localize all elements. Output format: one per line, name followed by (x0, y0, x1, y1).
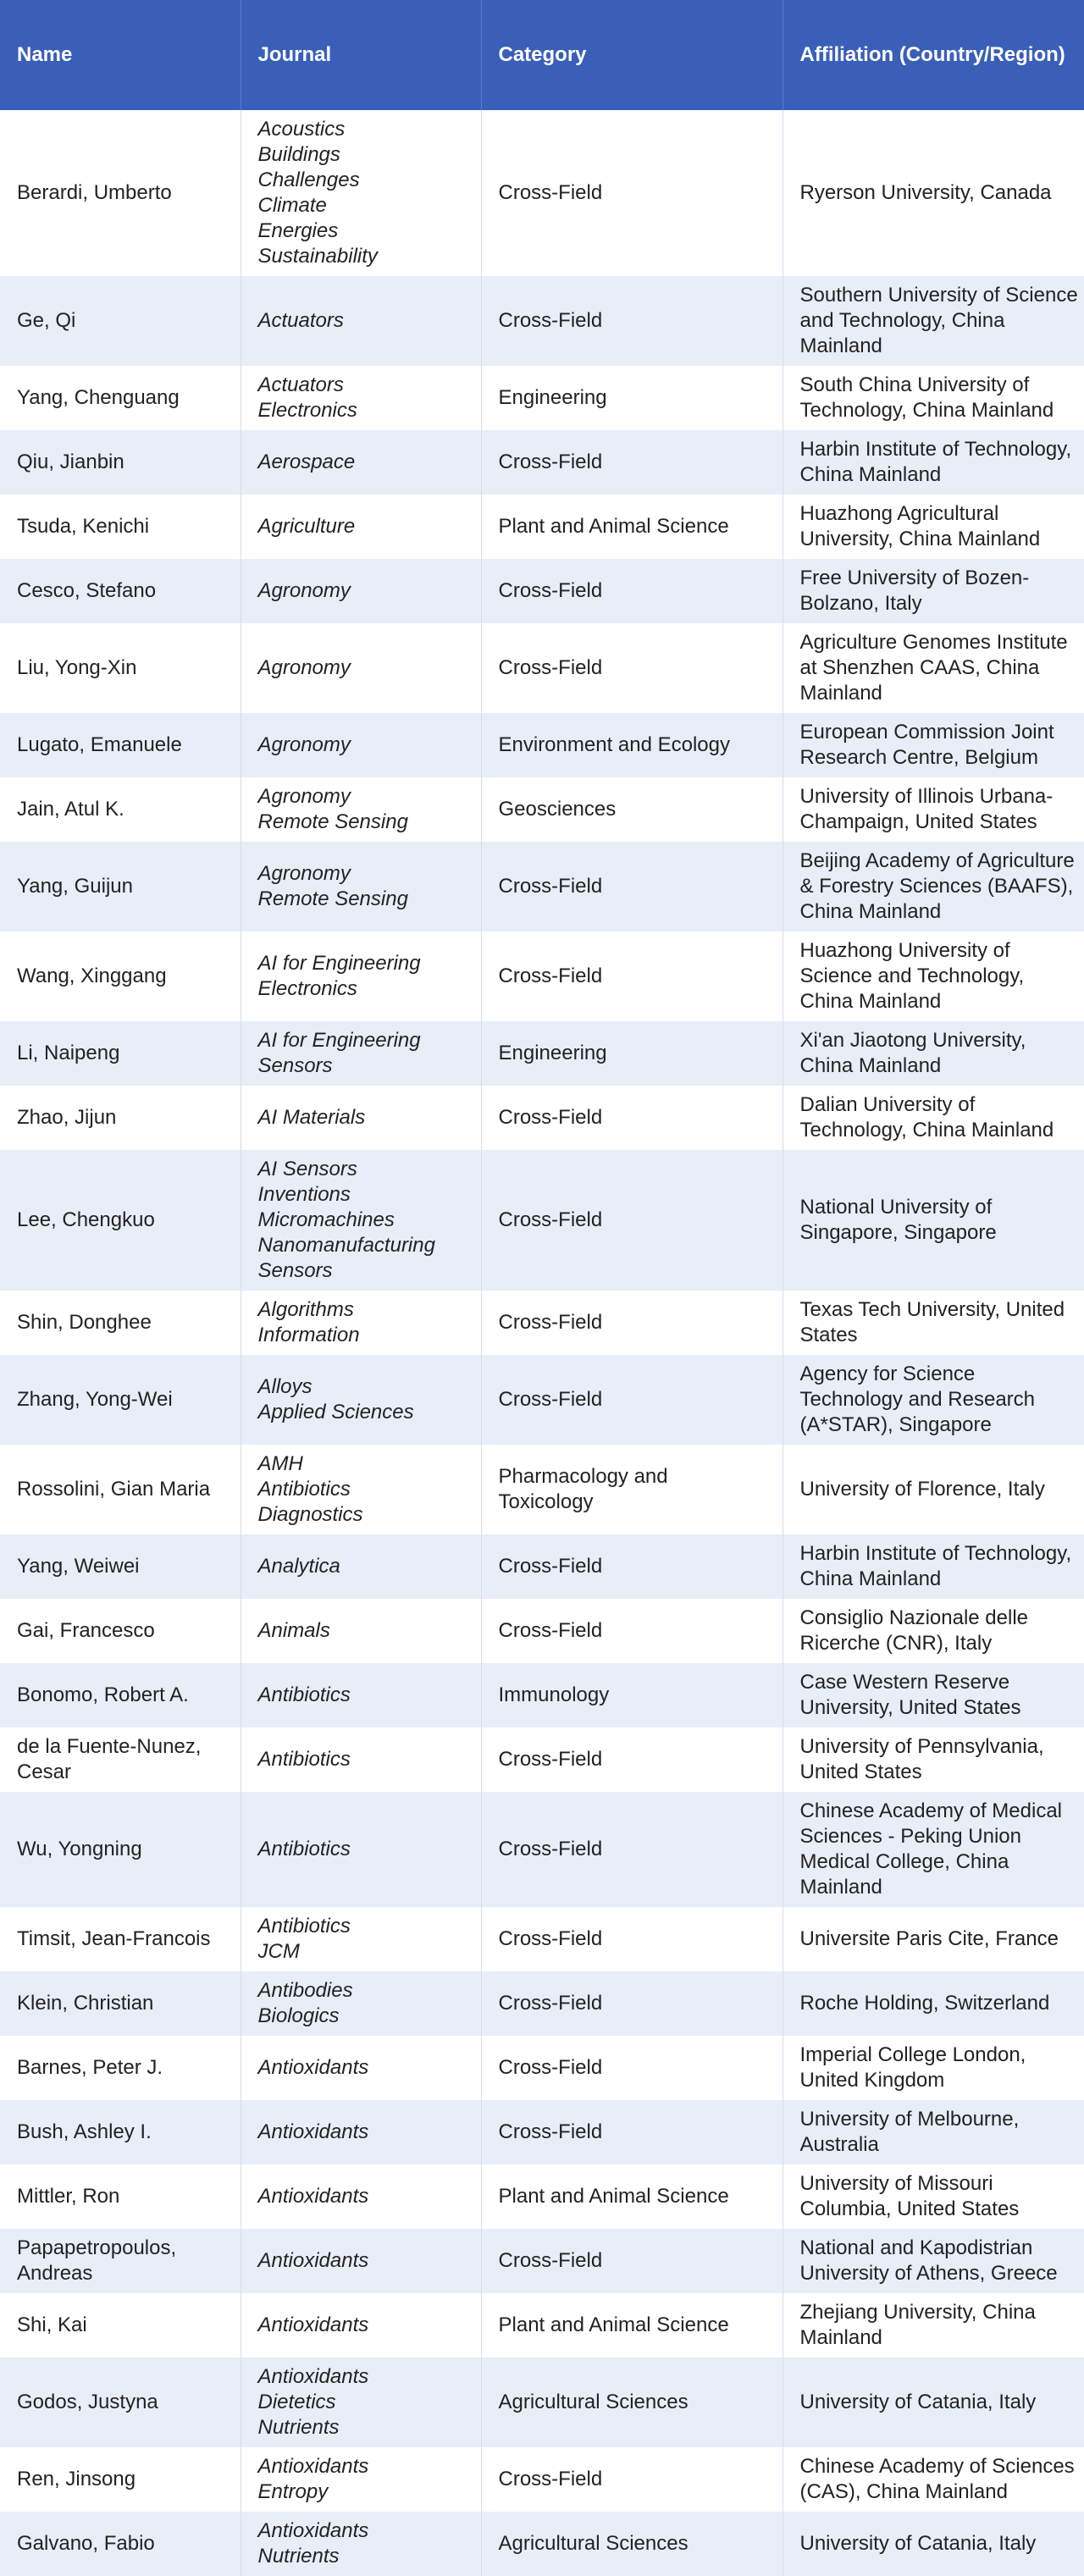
journal-name: Alloys (257, 1375, 312, 1398)
journal-name: Diagnostics (257, 1503, 363, 1526)
cell-affiliation: Harbin Institute of Technology, China Mainland (783, 1534, 1084, 1599)
journal-name: Antioxidants (257, 2120, 369, 2143)
table-row (0, 1355, 1084, 1445)
journal-name: Antioxidants (257, 2519, 369, 2542)
journal-name: Buildings (257, 143, 340, 166)
cell-category: Cross-Field (481, 1971, 783, 2036)
cell-affiliation: Xi'an Jiaotong University, China Mainland (783, 1021, 1084, 1086)
journal-name: Antioxidants (257, 2313, 369, 2336)
cell-journals (241, 842, 481, 931)
cell-journals (241, 1792, 481, 1907)
journal-name: AMH (257, 1452, 303, 1475)
table-row (0, 1971, 1084, 2036)
table-row (0, 1021, 1084, 1086)
cell-journals (241, 1086, 481, 1150)
journal-name: Remote Sensing (257, 887, 408, 910)
journal-name: Analytica (257, 1555, 340, 1578)
journal-name: Micromachines (257, 1208, 395, 1231)
cell-category: Cross-Field (481, 842, 783, 931)
cell-name: Yang, Chenguang (0, 366, 241, 430)
cell-affiliation: Roche Holding, Switzerland (783, 1971, 1084, 2036)
journal-name: AI for Engineering (257, 1029, 421, 1052)
cell-journals (241, 2229, 481, 2293)
table-row (0, 1792, 1084, 1907)
cell-affiliation: Dalian University of Technology, China Mainland (783, 1086, 1084, 1150)
cell-journals (241, 777, 481, 842)
cell-category: Cross-Field (481, 2447, 783, 2512)
cell-name: Bonomo, Robert A. (0, 1663, 241, 1727)
journal-name: Nanomanufacturing (257, 1234, 435, 1257)
cell-category: Geosciences (481, 777, 783, 842)
cell-name: Godos, Justyna (0, 2358, 241, 2447)
cell-affiliation: University of Missouri Columbia, United States (783, 2164, 1084, 2229)
table-row (0, 931, 1084, 1021)
cell-name: Bush, Ashley I. (0, 2100, 241, 2164)
cell-journals (241, 110, 481, 276)
cell-affiliation: Texas Tech University, United States (783, 1291, 1084, 1355)
table-row (0, 2293, 1084, 2358)
cell-category: Engineering (481, 366, 783, 430)
header-affiliation: Affiliation (Country/Region) (783, 0, 1084, 110)
cell-journals (241, 276, 481, 366)
journal-name: Sustainability (257, 245, 378, 268)
table-row (0, 110, 1084, 276)
journal-name: Actuators (257, 309, 344, 332)
cell-name: Gai, Francesco (0, 1599, 241, 1663)
journal-name: Antioxidants (257, 2185, 369, 2208)
cell-journals (241, 1663, 481, 1727)
journal-name: Aerospace (257, 451, 356, 473)
cell-name: Timsit, Jean-Francois (0, 1907, 241, 1971)
cell-journals (241, 1021, 481, 1086)
table-row (0, 559, 1084, 623)
table-row (0, 1907, 1084, 1971)
cell-category: Cross-Field (481, 931, 783, 1021)
cell-affiliation: Harbin Institute of Technology, China Mainland (783, 430, 1084, 495)
cell-category: Engineering (481, 1021, 783, 1086)
cell-journals (241, 495, 481, 559)
cell-category: Pharmacology and Toxicology (481, 1445, 783, 1534)
cell-journals (241, 1291, 481, 1355)
cell-affiliation: Consiglio Nazionale delle Ricerche (CNR), Italy (783, 1599, 1084, 1663)
cell-name: Yang, Weiwei (0, 1534, 241, 1599)
cell-journals (241, 1599, 481, 1663)
cell-name: Rossolini, Gian Maria (0, 1445, 241, 1534)
table-row (0, 713, 1084, 777)
journal-name: AI for Engineering (257, 952, 421, 975)
cell-name: Shin, Donghee (0, 1291, 241, 1355)
journal-name: Animals (257, 1619, 330, 1642)
cell-category: Cross-Field (481, 1534, 783, 1599)
cell-journals (241, 1907, 481, 1971)
table-row (0, 1086, 1084, 1150)
cell-category: Cross-Field (481, 1792, 783, 1907)
journal-name: Antibiotics (257, 1838, 351, 1860)
cell-journals (241, 366, 481, 430)
cell-journals (241, 713, 481, 777)
journal-name: Antibiotics (257, 1748, 351, 1771)
cell-category: Cross-Field (481, 1355, 783, 1445)
table-row (0, 842, 1084, 931)
cell-category: Cross-Field (481, 1086, 783, 1150)
table-row (0, 2100, 1084, 2164)
table-row (0, 1599, 1084, 1663)
journal-name: Nutrients (257, 2416, 340, 2439)
cell-name: Yang, Guijun (0, 842, 241, 931)
journal-name: Antioxidants (257, 2249, 369, 2272)
table-row (0, 2229, 1084, 2293)
cell-name: Lee, Chengkuo (0, 1150, 241, 1291)
journal-name: Remote Sensing (257, 810, 408, 833)
cell-affiliation: Zhejiang University, China Mainland (783, 2293, 1084, 2358)
cell-category: Cross-Field (481, 2036, 783, 2100)
cell-affiliation: Free University of Bozen-Bolzano, Italy (783, 559, 1084, 623)
cell-affiliation: University of Catania, Italy (783, 2358, 1084, 2447)
table-row (0, 1727, 1084, 1792)
cell-journals (241, 559, 481, 623)
journal-name: Agronomy (257, 656, 351, 679)
journal-name: JCM (257, 1940, 300, 1963)
cell-name: Klein, Christian (0, 1971, 241, 2036)
header-name: Name (0, 0, 241, 110)
cell-name: Li, Naipeng (0, 1021, 241, 1086)
cell-name: Galvano, Fabio (0, 2512, 241, 2576)
table-row (0, 430, 1084, 495)
header-category: Category (481, 0, 783, 110)
journal-name: Applied Sciences (257, 1401, 414, 1423)
cell-name: Jain, Atul K. (0, 777, 241, 842)
header-journal: Journal (241, 0, 481, 110)
journal-name: Nutrients (257, 2545, 340, 2568)
cell-affiliation: Universite Paris Cite, France (783, 1907, 1084, 1971)
table-row (0, 1291, 1084, 1355)
cell-affiliation: National University of Singapore, Singapore (783, 1150, 1084, 1291)
cell-journals (241, 1727, 481, 1792)
cell-name: Zhao, Jijun (0, 1086, 241, 1150)
cell-name: Ge, Qi (0, 276, 241, 366)
cell-affiliation: Chinese Academy of Sciences (CAS), China Mainland (783, 2447, 1084, 2512)
table-row (0, 1663, 1084, 1727)
cell-name: Qiu, Jianbin (0, 430, 241, 495)
cell-journals (241, 623, 481, 713)
journal-name: Agronomy (257, 579, 351, 602)
cell-journals (241, 1971, 481, 2036)
cell-affiliation: University of Florence, Italy (783, 1445, 1084, 1534)
cell-journals (241, 1445, 481, 1534)
cell-category: Plant and Animal Science (481, 2164, 783, 2229)
cell-journals (241, 2036, 481, 2100)
cell-affiliation: Beijing Academy of Agriculture & Forestry Sciences (BAAFS), China Mainland (783, 842, 1084, 931)
journal-name: Sensors (257, 1259, 333, 1282)
cell-category: Plant and Animal Science (481, 495, 783, 559)
journal-name: Sensors (257, 1054, 333, 1077)
cell-name: Wu, Yongning (0, 1792, 241, 1907)
cell-category: Cross-Field (481, 2229, 783, 2293)
cell-category: Agricultural Sciences (481, 2358, 783, 2447)
cell-category: Cross-Field (481, 623, 783, 713)
cell-name: Tsuda, Kenichi (0, 495, 241, 559)
table-row (0, 1150, 1084, 1291)
journal-name: Agronomy (257, 862, 351, 885)
journal-name: Entropy (257, 2480, 329, 2503)
journal-name: Antioxidants (257, 2056, 369, 2079)
cell-name: Zhang, Yong-Wei (0, 1355, 241, 1445)
cell-name: Cesco, Stefano (0, 559, 241, 623)
cell-affiliation: Chinese Academy of Medical Sciences - Peking Union Medical College, China Mainland (783, 1792, 1084, 1907)
cell-affiliation: University of Melbourne, Australia (783, 2100, 1084, 2164)
journal-name: Electronics (257, 977, 357, 1000)
cell-journals (241, 2100, 481, 2164)
table-row (0, 1445, 1084, 1534)
journal-name: Information (257, 1324, 360, 1346)
journal-name: AI Sensors (257, 1158, 357, 1180)
cell-affiliation: Huazhong University of Science and Technology, China Mainland (783, 931, 1084, 1021)
cell-name: Ren, Jinsong (0, 2447, 241, 2512)
journal-name: Antibodies (257, 1979, 353, 2002)
cell-journals (241, 2293, 481, 2358)
cell-name: Liu, Yong-Xin (0, 623, 241, 713)
journal-name: Biologics (257, 2004, 340, 2027)
cell-affiliation: Huazhong Agricultural University, China Mainland (783, 495, 1084, 559)
cell-journals (241, 430, 481, 495)
cell-category: Cross-Field (481, 1150, 783, 1291)
cell-category: Cross-Field (481, 559, 783, 623)
cell-name: Lugato, Emanuele (0, 713, 241, 777)
cell-affiliation: Agency for Science Technology and Research (A*STAR), Singapore (783, 1355, 1084, 1445)
table-row (0, 2164, 1084, 2229)
cell-journals (241, 931, 481, 1021)
cell-affiliation: South China University of Technology, China Mainland (783, 366, 1084, 430)
cell-category: Cross-Field (481, 1727, 783, 1792)
cell-category: Cross-Field (481, 110, 783, 276)
table-row (0, 2358, 1084, 2447)
cell-category: Plant and Animal Science (481, 2293, 783, 2358)
table-row (0, 2512, 1084, 2576)
table-row (0, 2036, 1084, 2100)
cell-name: Mittler, Ron (0, 2164, 241, 2229)
journal-name: Electronics (257, 399, 357, 422)
cell-affiliation: Ryerson University, Canada (783, 110, 1084, 276)
journal-name: Dietetics (257, 2391, 336, 2413)
journal-name: Agronomy (257, 733, 351, 756)
journal-name: Agronomy (257, 785, 351, 808)
cell-category: Environment and Ecology (481, 713, 783, 777)
cell-name: Papapetropoulos, Andreas (0, 2229, 241, 2293)
table-row (0, 623, 1084, 713)
journal-name: Antibiotics (257, 1683, 351, 1706)
cell-name: Shi, Kai (0, 2293, 241, 2358)
table-row (0, 276, 1084, 366)
journal-name: Climate (257, 194, 327, 217)
cell-affiliation: Case Western Reserve University, United States (783, 1663, 1084, 1727)
cell-name: Wang, Xinggang (0, 931, 241, 1021)
cell-category: Agricultural Sciences (481, 2512, 783, 2576)
table-row (0, 1534, 1084, 1599)
cell-name: Barnes, Peter J. (0, 2036, 241, 2100)
cell-affiliation: University of Illinois Urbana-Champaign, United States (783, 777, 1084, 842)
cell-affiliation: Imperial College London, United Kingdom (783, 2036, 1084, 2100)
cell-journals (241, 2447, 481, 2512)
cell-category: Cross-Field (481, 2100, 783, 2164)
cell-category: Immunology (481, 1663, 783, 1727)
cell-affiliation: Southern University of Science and Technology, China Mainland (783, 276, 1084, 366)
journal-name: Acoustics (257, 118, 346, 141)
table-body (0, 110, 1084, 2576)
cell-affiliation: National and Kapodistrian University of Athens, Greece (783, 2229, 1084, 2293)
cell-name: Berardi, Umberto (0, 110, 241, 276)
cell-journals (241, 2164, 481, 2229)
cell-journals (241, 1150, 481, 1291)
journal-name: Challenges (257, 169, 360, 191)
table-row (0, 2447, 1084, 2512)
cell-journals (241, 1534, 481, 1599)
journal-name: Antibiotics (257, 1915, 351, 1938)
journal-name: Energies (257, 219, 339, 242)
table-header (0, 0, 1084, 110)
cell-affiliation: Agriculture Genomes Institute at Shenzhen CAAS, China Mainland (783, 623, 1084, 713)
journal-name: Algorithms (257, 1298, 354, 1321)
cell-category: Cross-Field (481, 430, 783, 495)
table-row (0, 495, 1084, 559)
journal-name: Actuators (257, 373, 344, 396)
journal-name: Inventions (257, 1183, 351, 1206)
cell-journals (241, 1355, 481, 1445)
cell-category: Cross-Field (481, 1291, 783, 1355)
cell-category: Cross-Field (481, 1599, 783, 1663)
table-row (0, 777, 1084, 842)
cell-journals (241, 2358, 481, 2447)
cell-name: de la Fuente-Nunez, Cesar (0, 1727, 241, 1792)
journal-name: Agriculture (257, 515, 356, 538)
cell-journals (241, 2512, 481, 2576)
table-row (0, 366, 1084, 430)
cell-category: Cross-Field (481, 1907, 783, 1971)
cell-affiliation: European Commission Joint Research Centre, Belgium (783, 713, 1084, 777)
cell-affiliation: University of Catania, Italy (783, 2512, 1084, 2576)
header-row (0, 0, 1084, 110)
journal-name: AI Materials (257, 1106, 366, 1129)
cell-category: Cross-Field (481, 276, 783, 366)
journal-name: Antioxidants (257, 2455, 369, 2478)
journal-name: Antioxidants (257, 2365, 369, 2388)
journal-name: Antibiotics (257, 1478, 351, 1501)
cell-affiliation: University of Pennsylvania, United States (783, 1727, 1084, 1792)
